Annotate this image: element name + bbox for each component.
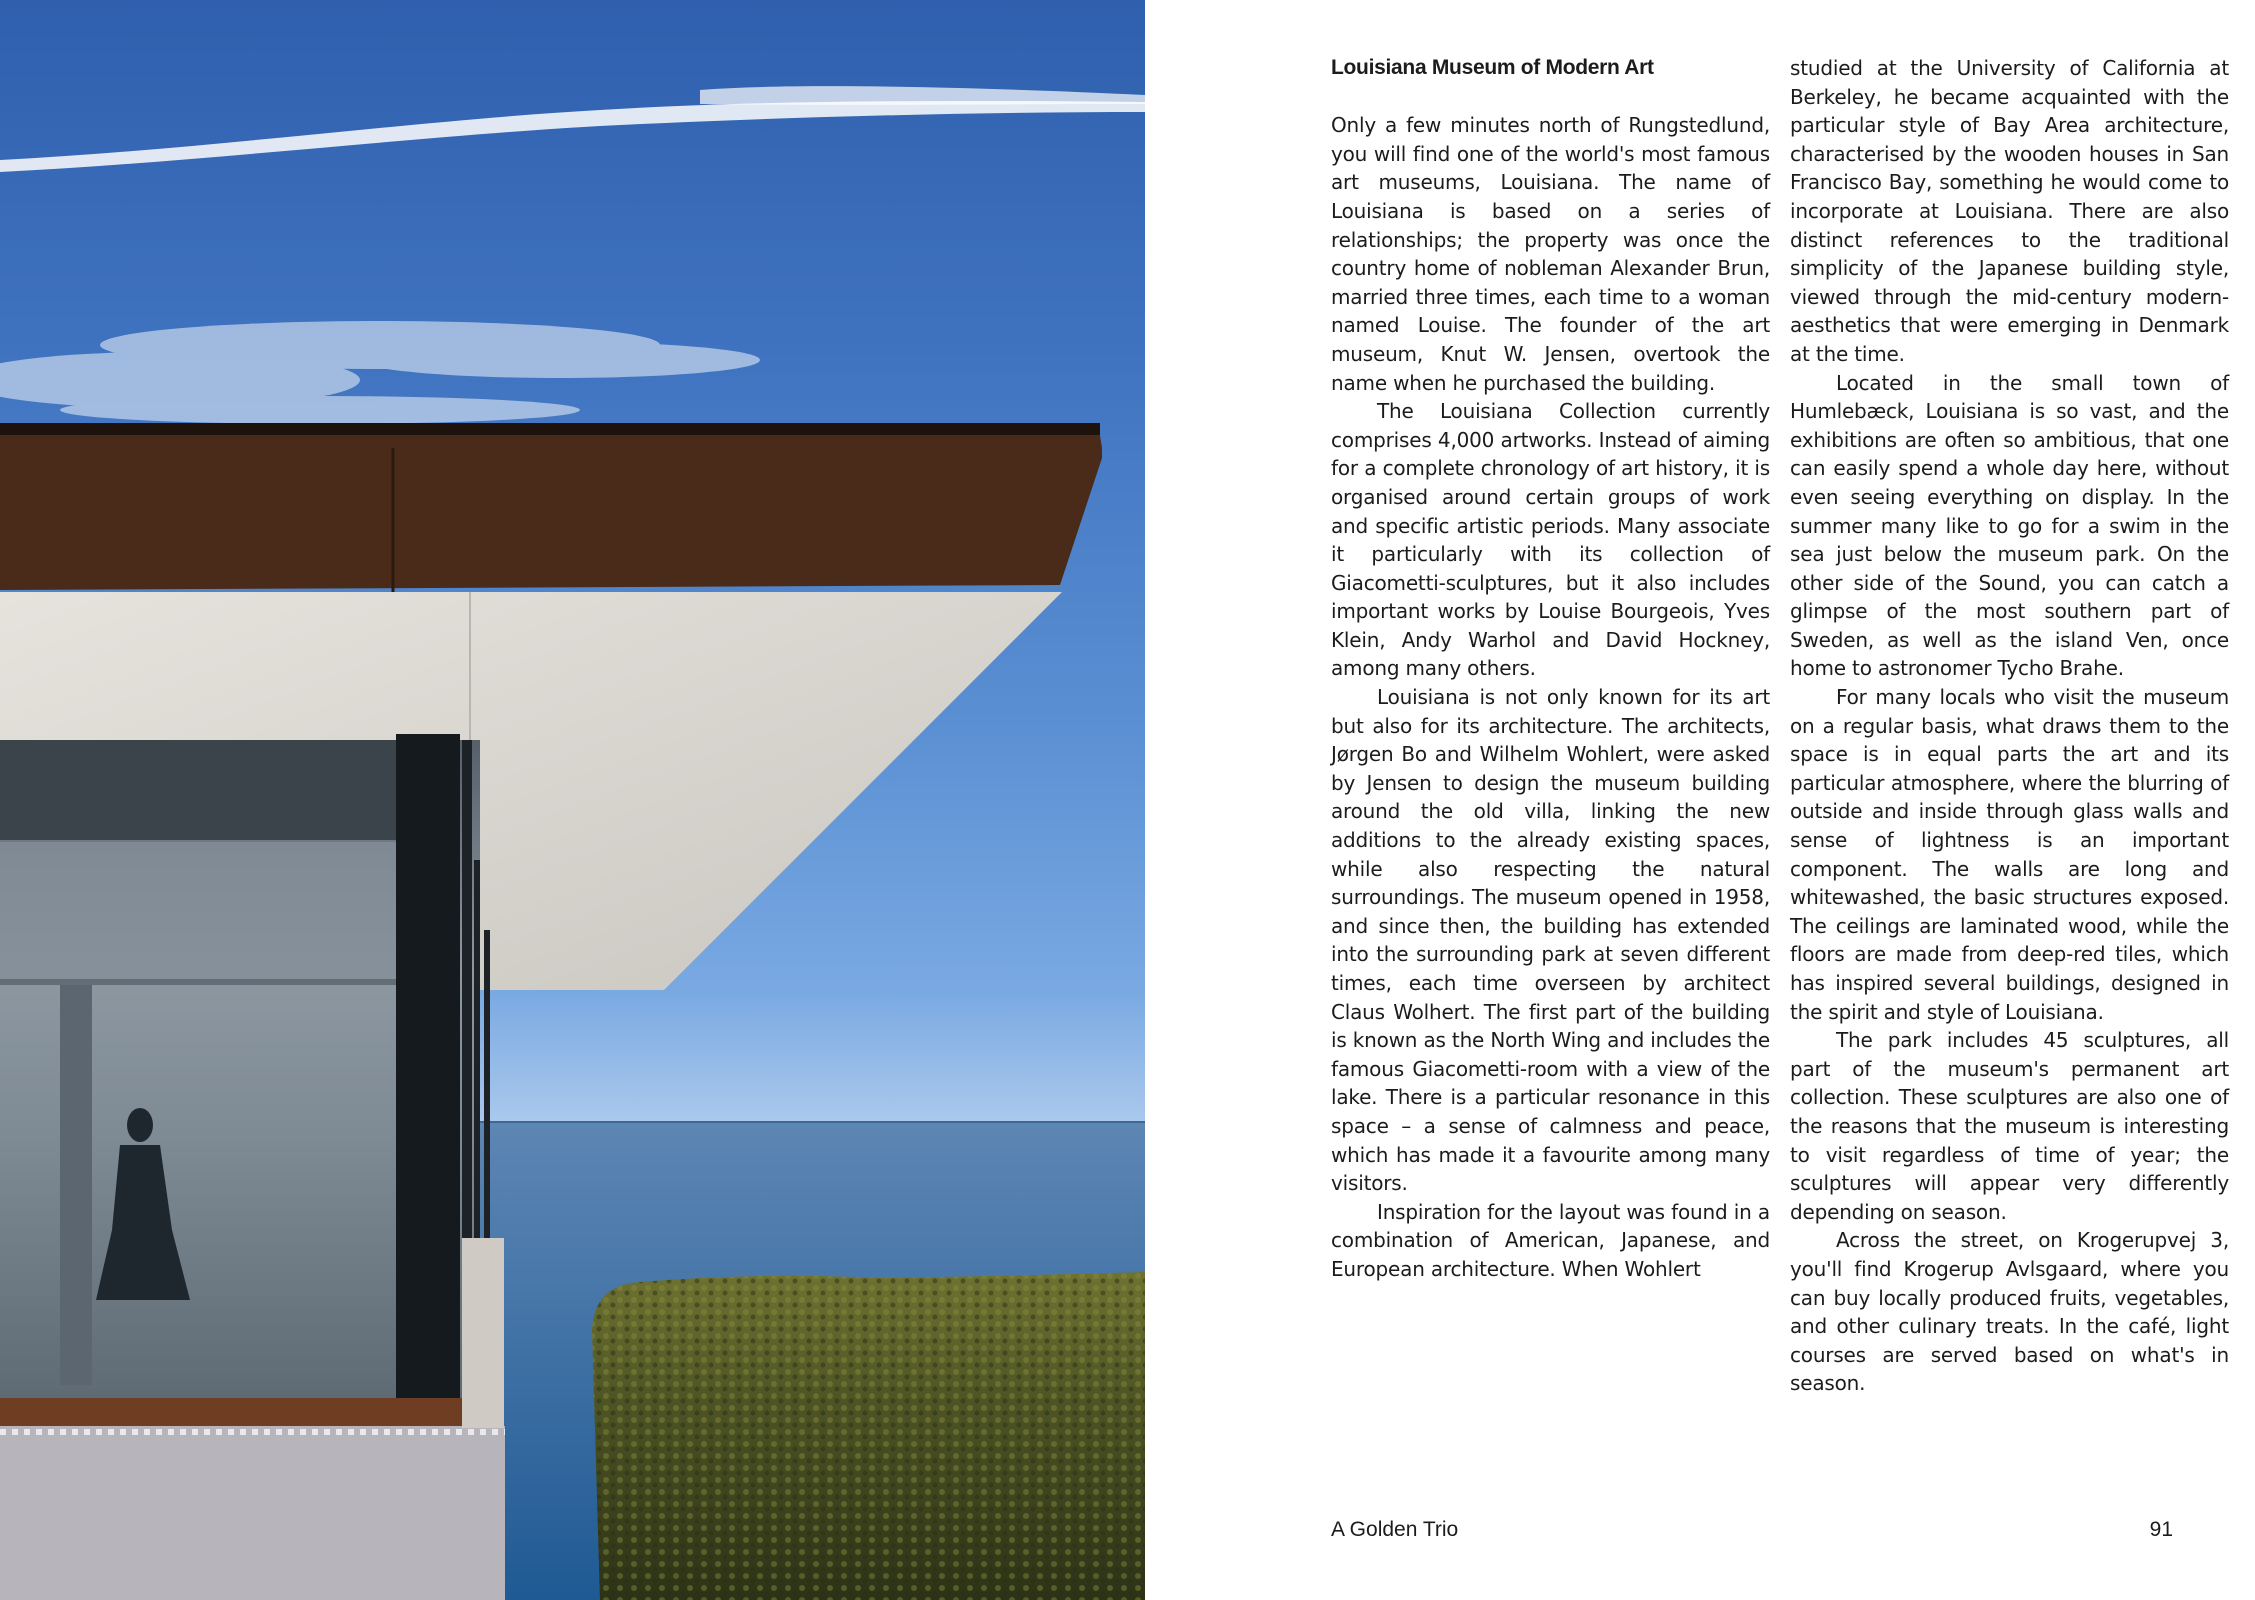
- text-column-right: [1790, 54, 2229, 1398]
- floor-slab: [0, 1398, 462, 1428]
- paragraph: Across the street, on Krogerupvej 3, you'll find Krogerup Avlsgaard, where you can buy locally produced fruits, vegetables, and other culinary treats. In the café, light courses are served based on what's in season.: [1790, 1228, 2229, 1396]
- text-column-left: [1331, 54, 1770, 1284]
- paragraph: Located in the small town of Humlebæck, Louisiana is so vast, and the exhibitions are often so ambitious, that one can easily spend a whole day here, without even seeing everything on display. In the summer many like to go for a swim in the sea just below the museum park. On the other side of the Sound, you can catch a glimpse of the most southern part of Sweden, as well as the island Ven, once home to astronomer Tycho Brahe.: [1790, 370, 2229, 681]
- paragraph: The park includes 45 sculptures, all part of the museum's permanent art collection. These sculptures are also one of the reasons that the museum is interesting to visit regardless of time of year; the sculptures will appear very differently depending on season.: [1790, 1028, 2229, 1224]
- contrail-cloud: [0, 86, 1145, 172]
- roof-fascia: [0, 423, 1102, 590]
- paragraph: Only a few minutes north of Rungstedlund, you will find one of the world's most famous art museums, Louisiana. The name of Louisiana is based on a series of relationships; the property was once the country home of nobleman Alexander Brun, married three times, each time to a woman named Louise. The founder of the art museum, Knut W. Jensen, overtook the name when he purchased the building.: [1331, 113, 1770, 395]
- text-page: [1145, 0, 2255, 1600]
- paragraph: Inspiration for the layout was found in a combination of American, Japanese, and European architecture. When Wohlert: [1331, 1199, 1770, 1281]
- paragraph: Louisiana is not only known for its art but also for its architecture. The architects, Jørgen Bo and Wilhelm Wohlert, were asked by Jensen to design the museum building around the old villa, linking the new additions to the already existing spaces, while also respecting the natural surroundings. The museum opened in 1958, and since then, the building has extended into the surrounding park at seven different times, each time overseen by architect Claus Wolhert. The first part of the building is known as the North Wing and includes the famous Giacometti-room with a view of the lake. There is a particular resonance in this space – a sense of calmness and peace, which has made it a favourite among many visitors.: [1331, 685, 1770, 1196]
- paragraph: For many locals who visit the museum on a regular basis, what draws them to the space is in equal parts the art and its particular atmosphere, where the blurring of outside and inside through glass walls and sense of lightness is an important component. The walls are long and whitewashed, the basic structures exposed. The ceilings are laminated wood, while the floors are made from deep-red tiles, which has inspired several buildings, designed in the spirit and style of Louisiana.: [1790, 685, 2229, 1024]
- footer-page-number: 91: [2149, 1518, 2173, 1541]
- paragraph: The Louisiana Collection currently comprises 4,000 artworks. Instead of aiming for a complete chronology of art history, it is organised around certain groups of work and specific artistic periods. Many associate it particularly with its collection of Giacometti-sculptures, but it also includes important works by Louise Bourgeois, Yves Klein, Andy Warhol and David Hockney, among many others.: [1331, 399, 1770, 681]
- paragraph: studied at the University of California at Berkeley, he became acquainted with the particular style of Bay Area architecture, characterised by the wooden houses in San Francisco Bay, something he would come to incorporate at Louisiana. There are also distinct references to the traditional simplicity of the Japanese building style, viewed through the mid-century modern-aesthetics that were emerging in Denmark at the time.: [1790, 56, 2229, 366]
- article-title: Louisiana Museum of Modern Art: [1331, 56, 1654, 79]
- footer-book-title: A Golden Trio: [1331, 1518, 1459, 1541]
- wispy-clouds: [0, 321, 760, 424]
